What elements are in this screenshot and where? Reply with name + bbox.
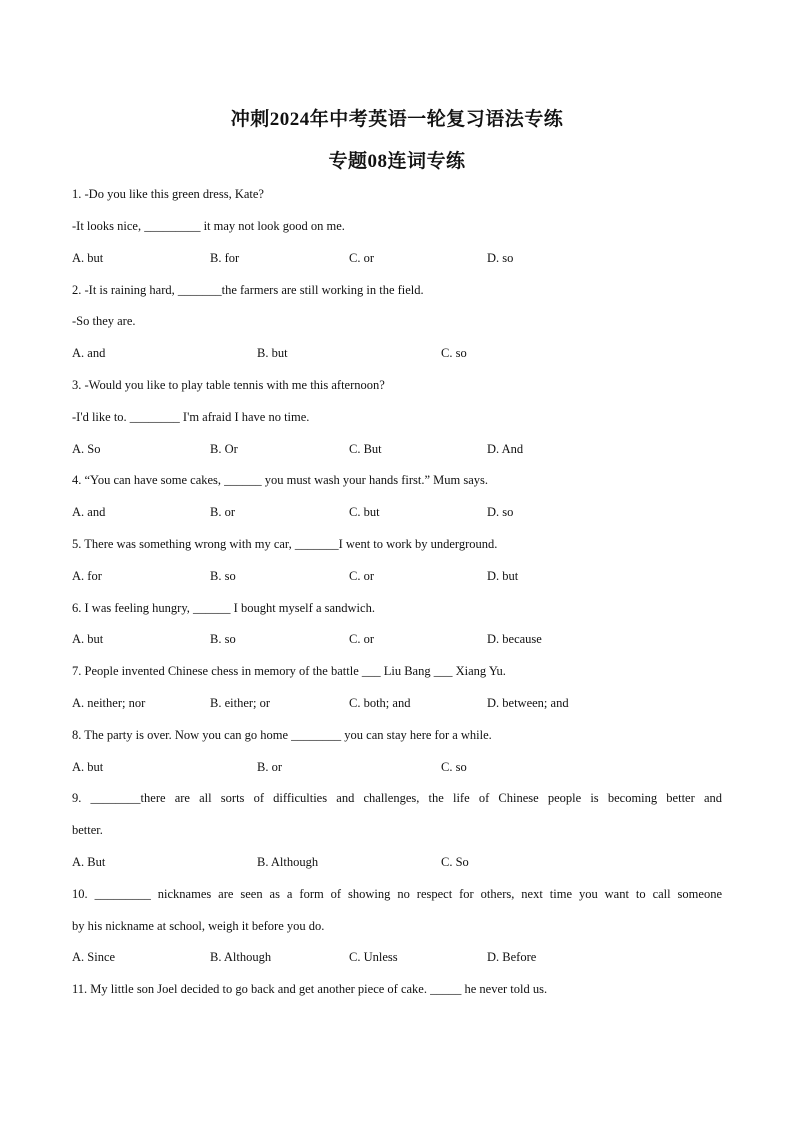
- question-7-option-d: D. between; and: [487, 696, 569, 710]
- question-1-option-d: D. so: [487, 251, 514, 265]
- question-5-option-b: B. so: [210, 569, 236, 583]
- question-10-option-b: B. Although: [210, 950, 272, 964]
- question-7-option-a: A. neither; nor: [72, 696, 146, 710]
- question-9-option-b: B. Although: [257, 855, 319, 869]
- question-1-option-c: C. or: [349, 251, 374, 265]
- question-9-option-c: C. So: [441, 855, 469, 869]
- question-2-line-1: 2. -It is raining hard, _______the farmers are still working in the field.: [72, 283, 424, 297]
- question-6-option-a: A. but: [72, 632, 104, 646]
- question-8-option-a: A. but: [72, 760, 104, 774]
- question-5-option-a: A. for: [72, 569, 102, 583]
- question-3-line-2: -I'd like to. ________ I'm afraid I have no time.: [72, 410, 310, 424]
- question-1-line-1: 1. -Do you like this green dress, Kate?: [72, 187, 264, 201]
- document-subtitle: 专题08连词专练: [328, 151, 466, 172]
- question-4-option-c: C. but: [349, 505, 380, 519]
- question-4-option-d: D. so: [487, 505, 514, 519]
- question-2-option-c: C. so: [441, 346, 467, 360]
- question-10-option-c: C. Unless: [349, 950, 398, 964]
- document-title: 冲刺2024年中考英语一轮复习语法专练: [230, 109, 564, 130]
- question-4-option-b: B. or: [210, 505, 235, 519]
- question-5-option-c: C. or: [349, 569, 374, 583]
- question-3-option-c: C. But: [349, 442, 382, 456]
- question-6-option-b: B. so: [210, 632, 236, 646]
- question-10-option-d: D. Before: [487, 950, 537, 964]
- question-2-line-2: -So they are.: [72, 314, 136, 328]
- question-3-option-a: A. So: [72, 442, 101, 456]
- question-1-option-b: B. for: [210, 251, 240, 265]
- question-5-option-d: D. but: [487, 569, 519, 583]
- question-10-line-1: 10. _________ nicknames are seen as a form of showing no respect for others, next time you want to call someone: [72, 887, 722, 901]
- question-3-option-d: D. And: [487, 442, 524, 456]
- question-6-line-1: 6. I was feeling hungry, ______ I bought myself a sandwich.: [72, 601, 375, 615]
- question-10-line-2: by his nickname at school, weigh it before you do.: [72, 919, 325, 933]
- question-9-line-1: 9. ________there are all sorts of difficulties and challenges, the life of Chinese people is becoming better and: [72, 791, 722, 805]
- question-5-line-1: 5. There was something wrong with my car, _______I went to work by underground.: [72, 537, 498, 551]
- question-4-line-1: 4. “You can have some cakes, ______ you must wash your hands first.” Mum says.: [72, 473, 489, 487]
- question-2-option-a: A. and: [72, 346, 106, 360]
- question-3-line-1: 3. -Would you like to play table tennis with me this afternoon?: [72, 378, 385, 392]
- question-6-option-c: C. or: [349, 632, 374, 646]
- question-7-option-c: C. both; and: [349, 696, 411, 710]
- question-11-line-1: 11. My little son Joel decided to go back and get another piece of cake. _____ he never told us.: [72, 982, 548, 996]
- question-1-option-a: A. but: [72, 251, 104, 265]
- question-1-line-2: -It looks nice, _________ it may not look good on me.: [72, 219, 345, 233]
- question-10-option-a: A. Since: [72, 950, 116, 964]
- question-6-option-d: D. because: [487, 632, 542, 646]
- question-7-option-b: B. either; or: [210, 696, 271, 710]
- question-9-line-2: better.: [72, 823, 103, 837]
- question-8-option-c: C. so: [441, 760, 467, 774]
- question-8-line-1: 8. The party is over. Now you can go home ________ you can stay here for a while.: [72, 728, 492, 742]
- question-9-option-a: A. But: [72, 855, 106, 869]
- question-4-option-a: A. and: [72, 505, 106, 519]
- question-7-line-1: 7. People invented Chinese chess in memory of the battle ___ Liu Bang ___ Xiang Yu.: [72, 664, 506, 678]
- question-8-option-b: B. or: [257, 760, 282, 774]
- question-2-option-b: B. but: [257, 346, 288, 360]
- question-3-option-b: B. Or: [210, 442, 238, 456]
